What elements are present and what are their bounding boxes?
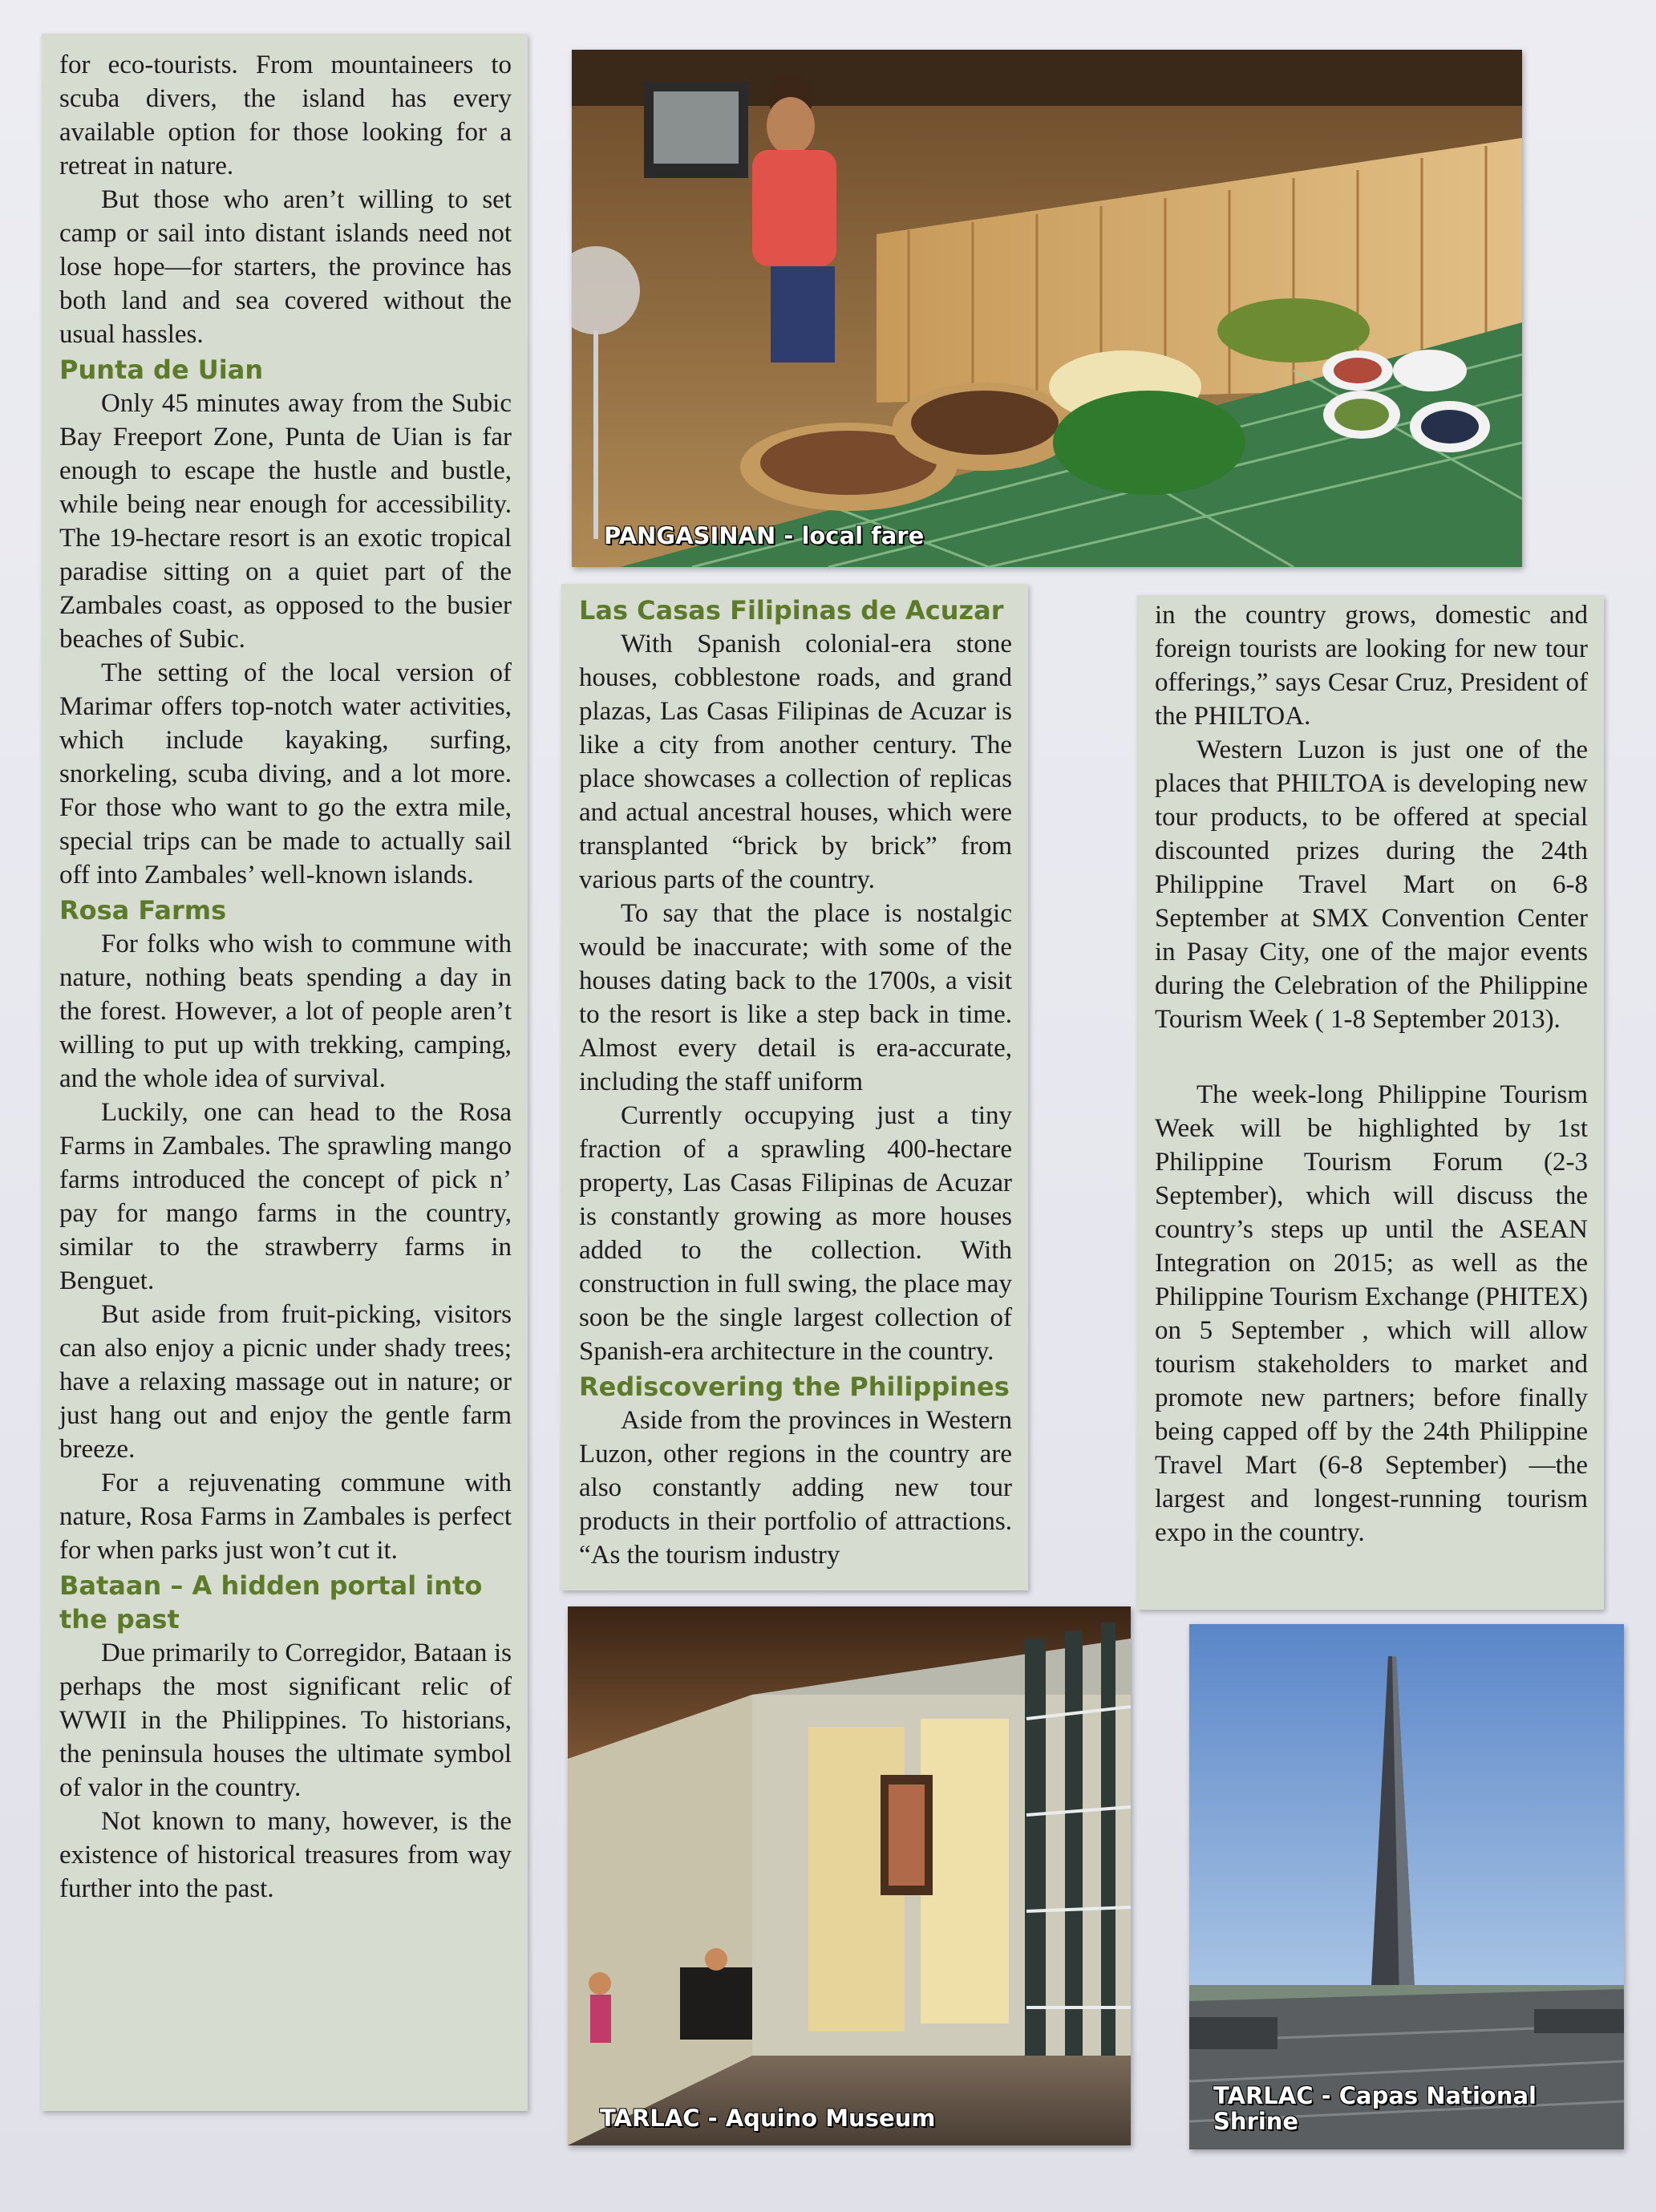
photo-caption: TARLAC - Aquino Museum — [600, 2105, 936, 2132]
photo-caption: TARLAC - Capas National Shrine — [1213, 2082, 1537, 2135]
section-heading-bataan: Bataan – A hidden portal into the past — [59, 1570, 483, 1635]
section-heading-punta-de-uian: Punta de Uian — [59, 354, 264, 385]
paragraph: To say that the place is nostalgic would be inaccurate; with some of the houses dating back to the 1700s, a visit to the resort is like a step back in time. Almost every detail is era-accurate, including the staff uniform — [579, 899, 1012, 1096]
paragraph: For folks who wish to commune with nature, nothing beats spending a day in the forest. However, a lot of people aren’t willing to put up with trekking, camping, and the whole idea of survival. — [59, 930, 512, 1093]
article-column-right — [1137, 595, 1604, 1610]
paragraph: But aside from fruit-picking, visitors can also enjoy a picnic under shady trees; have a relaxing massage out in nature; or just hang out and enjoy the gentle farm breeze. — [59, 1300, 512, 1464]
paragraph: Western Luzon is just one of the places that PHILTOA is developing new tour products, to be offered at special discounted prizes during the 24th Philippine Travel Mart on 6-8 September at SMX Convention Center in Pasay City, one of the major events during the Celebration of the Philippine Tourism Week ( 1-8 September 2013). — [1155, 735, 1588, 1034]
paragraph: for eco-tourists. From mountaineers to scuba divers, the island has every available option for those looking for a retreat in nature. — [59, 51, 512, 180]
article-column-middle — [561, 584, 1028, 1590]
photo-aquino-museum — [568, 1606, 1131, 2145]
section-heading-rediscovering: Rediscovering the Philippines — [579, 1371, 1010, 1402]
article-column-left — [42, 34, 528, 2111]
paragraph: For a rejuvenating commune with nature, Rosa Farms in Zambales is perfect for when parks just won’t cut it. — [59, 1469, 512, 1565]
paragraph: With Spanish colonial-era stone houses, cobblestone roads, and grand plazas, Las Casas Filipinas de Acuzar is like a city from another century. The place showcases a collection of replicas and actual ancestral houses, which were transplanted “brick by brick” from various parts of the country. — [579, 630, 1012, 894]
paragraph: in the country grows, domestic and foreign tourists are looking for new tour offerings,” says Cesar Cruz, President of the PHILTOA. — [1155, 601, 1588, 731]
paragraph: Aside from the provinces in Western Luzon, other regions in the country are also constantly adding new tour products in their portfolio of attractions. “As the tourism industry — [579, 1406, 1012, 1570]
paragraph: Not known to many, however, is the existence of historical treasures from way further into the past. — [59, 1807, 512, 1903]
paragraph: Due primarily to Corregidor, Bataan is perhaps the most significant relic of WWII in the Philippines. To historians, the peninsula houses the ultimate symbol of valor in the country. — [59, 1639, 512, 1802]
paragraph: But those who aren’t willing to set camp or sail into distant islands need not lose hope—for starters, the province has both land and sea covered without the usual hassles. — [59, 185, 512, 349]
paragraph: Currently occupying just a tiny fraction of a sprawling 400-hectare property, Las Casas Filipinas de Acuzar is constantly growing as more houses added to the collection. With construction in full swing, the place may soon be the single largest collection of Spanish-era architecture in the country. — [579, 1101, 1012, 1366]
photo-pangasinan-local-fare — [572, 50, 1522, 567]
paragraph: The week-long Philippine Tourism Week will be highlighted by 1st Philippine Tourism Forum (2-3 September), which will discuss the country’s steps up until the ASEAN Integration on 2015; as well as the Philippine Tourism Exchange (PHITEX) on 5 September , which will allow tourism stakeholders to market and promote new partners; before finally being capped off by the 24th Philippine Travel Mart (6-8 September) —the largest and longest-running tourism expo in the country. — [1155, 1080, 1588, 1547]
photo-caption: PANGASINAN - local fare — [604, 522, 925, 549]
paragraph: The setting of the local version of Marimar offers top-notch water activities, which include kayaking, surfing, snorkeling, scuba diving, and a lot more. For those who want to go the extra mile, special trips can be made to actually sail off into Zambales’ well-known islands. — [59, 658, 512, 889]
photo-capas-national-shrine — [1189, 1624, 1624, 2149]
paragraph: Only 45 minutes away from the Subic Bay Freeport Zone, Punta de Uian is far enough to escape the hustle and bustle, while being near enough for accessibility. The 19-hectare resort is an exotic tropical paradise sitting on a quiet part of the Zambales coast, as opposed to the busier beaches of Subic. — [59, 389, 512, 654]
section-heading-rosa-farms: Rosa Farms — [59, 895, 227, 926]
section-heading-las-casas: Las Casas Filipinas de Acuzar — [579, 595, 1004, 626]
paragraph: Luckily, one can head to the Rosa Farms in Zambales. The sprawling mango farms introduced the concept of pick n’ pay for mango farms in the country, similar to the strawberry farms in Benguet. — [59, 1098, 512, 1295]
